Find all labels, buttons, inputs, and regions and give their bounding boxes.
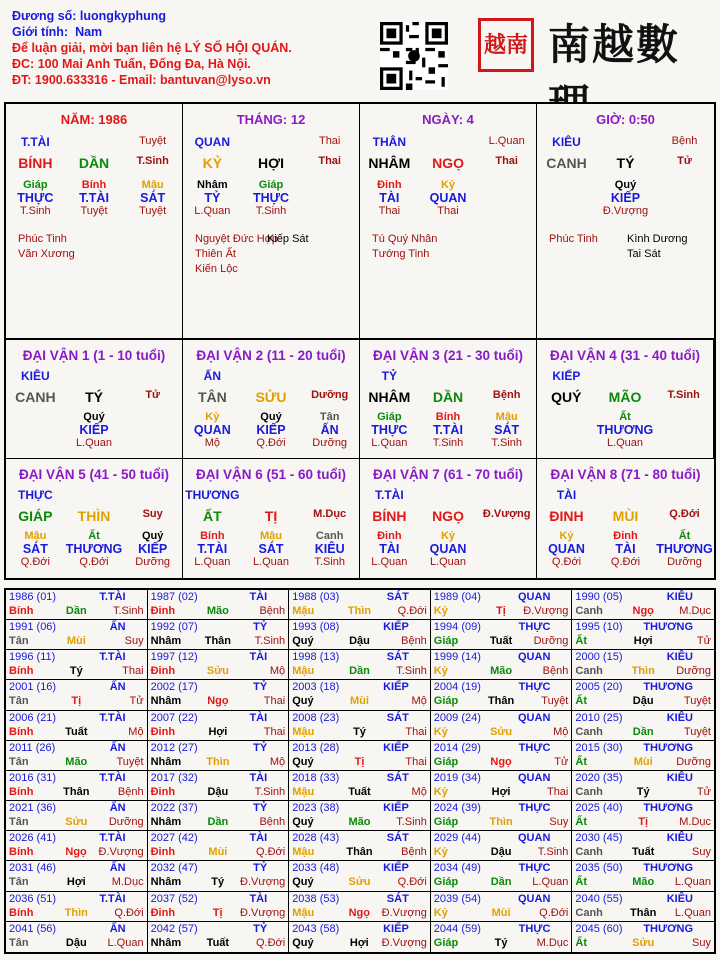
year-cell: 2043 (58) KIẾP Quý Hợi Đ.Vượng: [289, 922, 431, 952]
pillar-stars: Phúc Tinh Văn Xương: [18, 233, 75, 260]
gender-line: Giới tính: Nam: [12, 25, 103, 39]
pillar-month: THÁNG: 12 QUAN Thai KỶ HỢI Thai Nhâm Giáp TỶ THỰC L.Quan T.Sinh Nguyệt Đức Hợp Thiên Ất Kiến Lộc Kiếp Sát: [183, 104, 360, 338]
phone-email-line: ĐT: 1900.633316 - Email: bantuvan@lyso.vn: [12, 73, 271, 87]
dai-van-title: ĐẠI VẬN 1 (1 - 10 tuổi): [22, 348, 166, 363]
year-cell: 2009 (24) QUAN Kỷ Sửu Mộ: [431, 711, 573, 741]
dai-van-3: ĐẠI VẬN 3 (21 - 30 tuổi) TỶ NHÂM DẦN Bệnh Giáp Bính Mậu THỰC T.TÀI SÁT L.Quan T.Sinh T.Sinh: [360, 340, 537, 459]
year-cell: 2044 (59) THỰC Giáp Tý M.Dục: [431, 922, 573, 952]
dai-van-title: ĐẠI VẬN 6 (51 - 60 tuổi): [195, 467, 347, 482]
year-cell: 2000 (15) KIÊU Canh Thìn Dưỡng: [572, 650, 714, 680]
pillar-stars-bad: Kiếp Sát: [267, 233, 309, 245]
year-cell: 2042 (57) TỶ Nhâm Tuất Q.Đới: [148, 922, 290, 952]
year-cell: 2012 (27) TỶ Nhâm Thìn Mộ: [148, 741, 290, 771]
pillar-stars: Phúc Tinh: [549, 233, 598, 245]
pillar-day: NGÀY: 4 THÂN L.Quan NHÂM NGỌ Thai Đinh Kỷ TÀI QUAN Thai Thai Tú Quý Nhân Tướng Tinh: [360, 104, 537, 338]
year-cell: 2005 (20) THƯƠNG Ất Dậu Tuyệt: [572, 680, 714, 710]
year-cell: 1997 (12) TÀI Đinh Sửu Mộ: [148, 650, 290, 680]
year-cell: 2010 (25) KIÊU Canh Dần Tuyệt: [572, 711, 714, 741]
year-cell: 1995 (10) THƯƠNG Ất Hợi Tử: [572, 620, 714, 650]
pillar-stars-bad: Kình Dương Tai Sát: [627, 233, 688, 260]
four-pillars: [4, 102, 716, 340]
year-cell: 2006 (21) T.TÀI Bính Tuất Mộ: [6, 711, 148, 741]
year-cell: 2021 (36) ẤN Tân Sửu Dưỡng: [6, 801, 148, 831]
contact-line: Để luận giải, mời bạn liên hệ LÝ SỐ HỘI QUÁN.: [12, 41, 292, 55]
year-cell: 2016 (31) T.TÀI Bính Thân Bệnh: [6, 771, 148, 801]
year-cell: 1994 (09) THỰC Giáp Tuất Dưỡng: [431, 620, 573, 650]
year-cell: 2023 (38) KIẾP Quý Mão T.Sinh: [289, 801, 431, 831]
brand-title: 南越數: [548, 20, 681, 69]
year-cell: 2008 (23) SÁT Mậu Tý Thai: [289, 711, 431, 741]
year-cell: 2024 (39) THỰC Giáp Thìn Suy: [431, 801, 573, 831]
year-cell: 1990 (05) KIÊU Canh Ngọ M.Dục: [572, 590, 714, 620]
pillar-year: NĂM: 1986 T.TÀI Tuyệt BÍNH DẦN T.Sinh Giáp Bính Mậu THỰC T.TÀI SÁT T.Sinh Tuyệt Tuyệt Phúc Tinh Văn Xương: [6, 104, 183, 338]
year-cell: 1998 (13) SÁT Mậu Dần T.Sinh: [289, 650, 431, 680]
year-cell: 2036 (51) T.TÀI Bính Thìn Q.Đới: [6, 892, 148, 922]
year-cell: 1993 (08) KIẾP Quý Dậu Bệnh: [289, 620, 431, 650]
year-cell: 2020 (35) KIÊU Canh Tý Tử: [572, 771, 714, 801]
year-cell: 2013 (28) KIẾP Quý Tị Thai: [289, 741, 431, 771]
year-cell: 2033 (48) KIẾP Quý Sửu Q.Đới: [289, 861, 431, 891]
year-cell: 2035 (50) THƯƠNG Ất Mão L.Quan: [572, 861, 714, 891]
header-info: [12, 8, 372, 88]
qr-code: [380, 22, 448, 90]
dai-van-title: ĐẠI VẬN 8 (71 - 80 tuổi): [550, 467, 701, 482]
dai-van-title: ĐẠI VẬN 2 (11 - 20 tuổi): [196, 348, 346, 363]
year-cell: 2019 (34) QUAN Kỷ Hợi Thai: [431, 771, 573, 801]
dai-van-title: ĐẠI VẬN 4 (31 - 40 tuổi): [549, 348, 701, 363]
dai-van-1: ĐẠI VẬN 1 (1 - 10 tuổi) KIÊU CANH TÝ Tử Quý KIẾP L.Quan: [6, 340, 183, 459]
address-line: ĐC: 100 Mai Anh Tuấn, Đống Đa, Hà Nội.: [12, 57, 251, 71]
owner-line: Đương số: luongkyphung: [12, 9, 167, 23]
year-cell: 2015 (30) THƯƠNG Ất Mùi Dưỡng: [572, 741, 714, 771]
year-cell: 2028 (43) SÁT Mậu Thân Bệnh: [289, 831, 431, 861]
dai-van-8: ĐẠI VẬN 8 (71 - 80 tuổi) TÀI ĐINH MÙI Q.Đới Kỷ Đinh Ất QUAN TÀI THƯƠNG Q.Đới Q.Đới Dưỡng: [537, 459, 714, 578]
year-cell: 2025 (40) THƯƠNG Ất Tị M.Dục: [572, 801, 714, 831]
pillar-stars: Nguyệt Đức Hợp Thiên Ất Kiến Lộc: [195, 233, 279, 275]
year-cell: 2041 (56) ẤN Tân Dậu L.Quan: [6, 922, 148, 952]
year-cell: 1987 (02) TÀI Đinh Mão Bệnh: [148, 590, 290, 620]
dai-van-6: ĐẠI VẬN 6 (51 - 60 tuổi) THƯƠNG ẤT TỊ M.Dục Bính Mậu Canh T.TÀI SÁT KIÊU L.Quan L.Quan T.Sinh: [183, 459, 360, 578]
year-cell: 1989 (04) QUAN Kỷ Tị Đ.Vượng: [431, 590, 573, 620]
year-cell: 2026 (41) T.TÀI Bính Ngọ Đ.Vượng: [6, 831, 148, 861]
year-cell: 1991 (06) ẤN Tân Mùi Suy: [6, 620, 148, 650]
dai-van-2: ĐẠI VẬN 2 (11 - 20 tuổi) ẤN TÂN SỬU Dưỡng Kỷ Quý Tân QUAN KIẾP ẤN Mộ Q.Đới Dưỡng: [183, 340, 360, 459]
year-cell: 2018 (33) SÁT Mậu Tuất Mộ: [289, 771, 431, 801]
year-cell: 1992 (07) TỶ Nhâm Thân T.Sinh: [148, 620, 290, 650]
year-cell: 2017 (32) TÀI Đinh Dậu T.Sinh: [148, 771, 290, 801]
year-cell: 2007 (22) TÀI Đinh Hợi Thai: [148, 711, 290, 741]
year-cell: 2040 (55) KIÊU Canh Thân L.Quan: [572, 892, 714, 922]
year-cell: 1999 (14) QUAN Kỷ Mão Bệnh: [431, 650, 573, 680]
year-cell: 2001 (16) ẤN Tân Tị Tử: [6, 680, 148, 710]
year-cell: 2003 (18) KIẾP Quý Mùi Mộ: [289, 680, 431, 710]
year-cell: 2014 (29) THỰC Giáp Ngọ Tử: [431, 741, 573, 771]
year-cell: 2002 (17) TỶ Nhâm Ngọ Thai: [148, 680, 290, 710]
year-cell: 2022 (37) TỶ Nhâm Dần Bệnh: [148, 801, 290, 831]
year-cell: 2030 (45) KIÊU Canh Tuất Suy: [572, 831, 714, 861]
year-cell: 1988 (03) SÁT Mậu Thìn Q.Đới: [289, 590, 431, 620]
dai-van-title: ĐẠI VẬN 3 (21 - 30 tuổi): [372, 348, 524, 363]
year-cell: 2031 (46) ẤN Tân Hợi M.Dục: [6, 861, 148, 891]
year-cell: 1986 (01) T.TÀI Bính Dần T.Sinh: [6, 590, 148, 620]
pillar-stars: Tú Quý Nhân Tướng Tinh: [372, 233, 438, 260]
year-cell: 2039 (54) QUAN Kỷ Mùi Q.Đới: [431, 892, 573, 922]
dai-van-title: ĐẠI VẬN 7 (61 - 70 tuổi): [372, 467, 524, 482]
dai-van-5: ĐẠI VẬN 5 (41 - 50 tuổi) THỰC GIÁP THÌN Suy Mậu Ất Quý SÁT THƯƠNG KIẾP Q.Đới Q.Đới Dưỡng: [6, 459, 183, 578]
year-cell: 2011 (26) ẤN Tân Mão Tuyệt: [6, 741, 148, 771]
year-cell: 2032 (47) TỶ Nhâm Tý Đ.Vượng: [148, 861, 290, 891]
dai-van-grid: [4, 340, 716, 580]
year-cell: 1996 (11) T.TÀI Bính Tý Thai: [6, 650, 148, 680]
dai-van-4: ĐẠI VẬN 4 (31 - 40 tuổi) KIẾP QUÝ MÃO T.Sinh Ất THƯƠNG L.Quan: [537, 340, 714, 459]
year-cell: 2034 (49) THỰC Giáp Dần L.Quan: [431, 861, 573, 891]
year-cell: 2037 (52) TÀI Đinh Tị Đ.Vượng: [148, 892, 290, 922]
year-cell: 2004 (19) THỰC Giáp Thân Tuyệt: [431, 680, 573, 710]
red-seal: 越南: [478, 18, 534, 72]
dai-van-7: ĐẠI VẬN 7 (61 - 70 tuổi) T.TÀI BÍNH NGỌ Đ.Vượng Đinh Kỷ TÀI QUAN L.Quan L.Quan: [360, 459, 537, 578]
year-cell: 2038 (53) SÁT Mậu Ngọ Đ.Vượng: [289, 892, 431, 922]
year-cell: 2027 (42) TÀI Đinh Mùi Q.Đới: [148, 831, 290, 861]
year-cell: 2045 (60) THƯƠNG Ất Sửu Suy: [575, 922, 711, 949]
pillar-hour: GIỜ: 0:50 KIÊU Bệnh CANH TÝ Tử Quý KIẾP Đ.Vượng Phúc Tinh Kình Dương Tai Sát: [537, 104, 714, 338]
year-cell: 2029 (44) QUAN Kỷ Dậu T.Sinh: [431, 831, 573, 861]
yearly-grid: [4, 588, 716, 954]
dai-van-title: ĐẠI VẬN 5 (41 - 50 tuổi): [18, 467, 170, 482]
